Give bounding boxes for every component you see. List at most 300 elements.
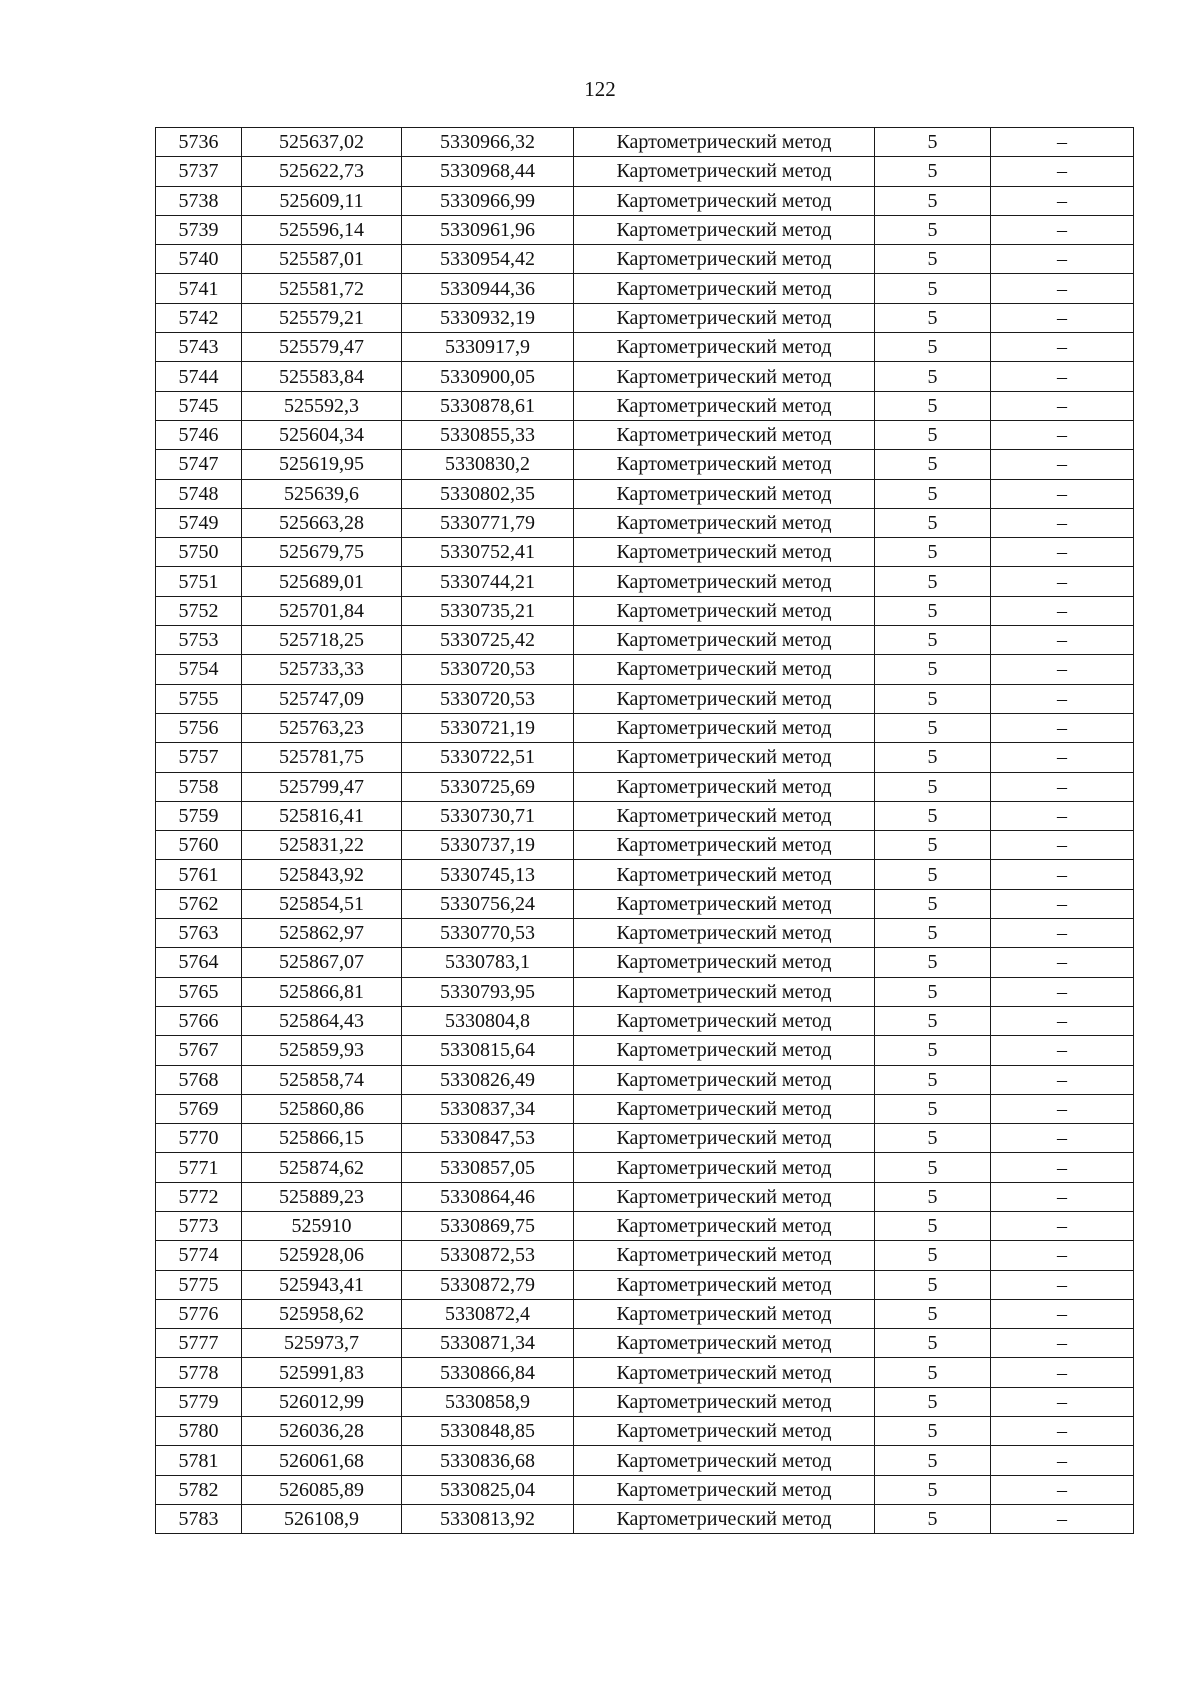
point-number-cell: 5740 [156, 245, 242, 274]
y-coordinate-cell: 5330720,53 [402, 655, 574, 684]
point-number-cell: 5744 [156, 362, 242, 391]
point-number-cell: 5770 [156, 1124, 242, 1153]
accuracy-cell: 5 [875, 128, 991, 157]
note-cell: – [991, 1504, 1134, 1533]
x-coordinate-cell: 525973,7 [242, 1329, 402, 1358]
point-number-cell: 5751 [156, 567, 242, 596]
x-coordinate-cell: 525622,73 [242, 157, 402, 186]
accuracy-cell: 5 [875, 303, 991, 332]
point-number-cell: 5756 [156, 713, 242, 742]
note-cell: – [991, 420, 1134, 449]
method-cell: Картометрический метод [574, 420, 875, 449]
point-number-cell: 5779 [156, 1387, 242, 1416]
note-cell: – [991, 479, 1134, 508]
point-number-cell: 5753 [156, 626, 242, 655]
accuracy-cell: 5 [875, 1006, 991, 1035]
y-coordinate-cell: 5330954,42 [402, 245, 574, 274]
x-coordinate-cell: 525619,95 [242, 450, 402, 479]
y-coordinate-cell: 5330745,13 [402, 860, 574, 889]
point-number-cell: 5759 [156, 801, 242, 830]
y-coordinate-cell: 5330813,92 [402, 1504, 574, 1533]
y-coordinate-cell: 5330848,85 [402, 1417, 574, 1446]
note-cell: – [991, 538, 1134, 567]
y-coordinate-cell: 5330725,42 [402, 626, 574, 655]
point-number-cell: 5749 [156, 508, 242, 537]
table-row [156, 1124, 1134, 1153]
x-coordinate-cell: 525637,02 [242, 128, 402, 157]
table-row [156, 1036, 1134, 1065]
y-coordinate-cell: 5330917,9 [402, 333, 574, 362]
table-row [156, 948, 1134, 977]
method-cell: Картометрический метод [574, 157, 875, 186]
note-cell: – [991, 801, 1134, 830]
y-coordinate-cell: 5330966,99 [402, 186, 574, 215]
y-coordinate-cell: 5330730,71 [402, 801, 574, 830]
note-cell: – [991, 186, 1134, 215]
accuracy-cell: 5 [875, 1329, 991, 1358]
x-coordinate-cell: 525910 [242, 1211, 402, 1240]
x-coordinate-cell: 525958,62 [242, 1299, 402, 1328]
accuracy-cell: 5 [875, 274, 991, 303]
table-row [156, 1153, 1134, 1182]
note-cell: – [991, 1387, 1134, 1416]
point-number-cell: 5775 [156, 1270, 242, 1299]
x-coordinate-cell: 525747,09 [242, 684, 402, 713]
method-cell: Картометрический метод [574, 1504, 875, 1533]
note-cell: – [991, 362, 1134, 391]
accuracy-cell: 5 [875, 889, 991, 918]
note-cell: – [991, 626, 1134, 655]
point-number-cell: 5774 [156, 1241, 242, 1270]
x-coordinate-cell: 526012,99 [242, 1387, 402, 1416]
table-row [156, 684, 1134, 713]
point-number-cell: 5755 [156, 684, 242, 713]
note-cell: – [991, 1036, 1134, 1065]
note-cell: – [991, 1446, 1134, 1475]
table-row [156, 1270, 1134, 1299]
note-cell: – [991, 128, 1134, 157]
table-row [156, 391, 1134, 420]
accuracy-cell: 5 [875, 1036, 991, 1065]
note-cell: – [991, 1358, 1134, 1387]
x-coordinate-cell: 525592,3 [242, 391, 402, 420]
note-cell: – [991, 831, 1134, 860]
method-cell: Картометрический метод [574, 303, 875, 332]
method-cell: Картометрический метод [574, 245, 875, 274]
x-coordinate-cell: 525763,23 [242, 713, 402, 742]
method-cell: Картометрический метод [574, 567, 875, 596]
note-cell: – [991, 1270, 1134, 1299]
table-row [156, 1299, 1134, 1328]
table-row [156, 538, 1134, 567]
note-cell: – [991, 157, 1134, 186]
table-row [156, 889, 1134, 918]
table-row [156, 626, 1134, 655]
table-row [156, 772, 1134, 801]
note-cell: – [991, 713, 1134, 742]
accuracy-cell: 5 [875, 626, 991, 655]
method-cell: Картометрический метод [574, 1036, 875, 1065]
accuracy-cell: 5 [875, 772, 991, 801]
point-number-cell: 5771 [156, 1153, 242, 1182]
y-coordinate-cell: 5330857,05 [402, 1153, 574, 1182]
point-number-cell: 5780 [156, 1417, 242, 1446]
note-cell: – [991, 1417, 1134, 1446]
note-cell: – [991, 772, 1134, 801]
method-cell: Картометрический метод [574, 362, 875, 391]
y-coordinate-cell: 5330771,79 [402, 508, 574, 537]
method-cell: Картометрический метод [574, 977, 875, 1006]
accuracy-cell: 5 [875, 333, 991, 362]
y-coordinate-cell: 5330737,19 [402, 831, 574, 860]
method-cell: Картометрический метод [574, 1153, 875, 1182]
table-row [156, 245, 1134, 274]
table-row [156, 362, 1134, 391]
table-row [156, 157, 1134, 186]
x-coordinate-cell: 525867,07 [242, 948, 402, 977]
method-cell: Картометрический метод [574, 801, 875, 830]
method-cell: Картометрический метод [574, 713, 875, 742]
x-coordinate-cell: 525866,81 [242, 977, 402, 1006]
point-number-cell: 5777 [156, 1329, 242, 1358]
y-coordinate-cell: 5330756,24 [402, 889, 574, 918]
point-number-cell: 5765 [156, 977, 242, 1006]
table-row [156, 450, 1134, 479]
x-coordinate-cell: 525854,51 [242, 889, 402, 918]
y-coordinate-cell: 5330735,21 [402, 596, 574, 625]
note-cell: – [991, 1329, 1134, 1358]
x-coordinate-cell: 525689,01 [242, 567, 402, 596]
accuracy-cell: 5 [875, 1446, 991, 1475]
method-cell: Картометрический метод [574, 508, 875, 537]
x-coordinate-cell: 525581,72 [242, 274, 402, 303]
coordinates-table [155, 127, 1134, 1534]
table-row [156, 1211, 1134, 1240]
point-number-cell: 5745 [156, 391, 242, 420]
note-cell: – [991, 596, 1134, 625]
accuracy-cell: 5 [875, 1124, 991, 1153]
x-coordinate-cell: 525679,75 [242, 538, 402, 567]
table-row [156, 508, 1134, 537]
method-cell: Картометрический метод [574, 1417, 875, 1446]
table-row [156, 860, 1134, 889]
method-cell: Картометрический метод [574, 538, 875, 567]
accuracy-cell: 5 [875, 479, 991, 508]
method-cell: Картометрический метод [574, 1241, 875, 1270]
y-coordinate-cell: 5330872,4 [402, 1299, 574, 1328]
point-number-cell: 5742 [156, 303, 242, 332]
table-row [156, 215, 1134, 244]
accuracy-cell: 5 [875, 1270, 991, 1299]
x-coordinate-cell: 525596,14 [242, 215, 402, 244]
method-cell: Картометрический метод [574, 215, 875, 244]
method-cell: Картометрический метод [574, 772, 875, 801]
point-number-cell: 5767 [156, 1036, 242, 1065]
x-coordinate-cell: 525718,25 [242, 626, 402, 655]
point-number-cell: 5737 [156, 157, 242, 186]
x-coordinate-cell: 526061,68 [242, 1446, 402, 1475]
table-row [156, 274, 1134, 303]
method-cell: Картометрический метод [574, 1329, 875, 1358]
method-cell: Картометрический метод [574, 391, 875, 420]
point-number-cell: 5738 [156, 186, 242, 215]
y-coordinate-cell: 5330722,51 [402, 743, 574, 772]
point-number-cell: 5757 [156, 743, 242, 772]
page-number: 122 [584, 77, 616, 101]
y-coordinate-cell: 5330961,96 [402, 215, 574, 244]
table-row [156, 333, 1134, 362]
table-row [156, 801, 1134, 830]
note-cell: – [991, 684, 1134, 713]
method-cell: Картометрический метод [574, 1358, 875, 1387]
note-cell: – [991, 1241, 1134, 1270]
y-coordinate-cell: 5330869,75 [402, 1211, 574, 1240]
table-row [156, 596, 1134, 625]
table-row [156, 1329, 1134, 1358]
method-cell: Картометрический метод [574, 1299, 875, 1328]
x-coordinate-cell: 525889,23 [242, 1182, 402, 1211]
accuracy-cell: 5 [875, 567, 991, 596]
method-cell: Картометрический метод [574, 333, 875, 362]
method-cell: Картометрический метод [574, 684, 875, 713]
x-coordinate-cell: 525579,47 [242, 333, 402, 362]
note-cell: – [991, 245, 1134, 274]
y-coordinate-cell: 5330802,35 [402, 479, 574, 508]
table-row [156, 1358, 1134, 1387]
note-cell: – [991, 1475, 1134, 1504]
y-coordinate-cell: 5330830,2 [402, 450, 574, 479]
y-coordinate-cell: 5330944,36 [402, 274, 574, 303]
coordinates-table-body [156, 128, 1134, 1534]
x-coordinate-cell: 525639,6 [242, 479, 402, 508]
point-number-cell: 5739 [156, 215, 242, 244]
point-number-cell: 5763 [156, 919, 242, 948]
accuracy-cell: 5 [875, 684, 991, 713]
table-row [156, 977, 1134, 1006]
method-cell: Картометрический метод [574, 186, 875, 215]
x-coordinate-cell: 525816,41 [242, 801, 402, 830]
method-cell: Картометрический метод [574, 450, 875, 479]
note-cell: – [991, 889, 1134, 918]
note-cell: – [991, 860, 1134, 889]
x-coordinate-cell: 525733,33 [242, 655, 402, 684]
table-row [156, 1094, 1134, 1123]
method-cell: Картометрический метод [574, 919, 875, 948]
point-number-cell: 5752 [156, 596, 242, 625]
accuracy-cell: 5 [875, 743, 991, 772]
accuracy-cell: 5 [875, 1358, 991, 1387]
accuracy-cell: 5 [875, 1475, 991, 1504]
accuracy-cell: 5 [875, 860, 991, 889]
accuracy-cell: 5 [875, 508, 991, 537]
note-cell: – [991, 948, 1134, 977]
point-number-cell: 5762 [156, 889, 242, 918]
table-row [156, 1417, 1134, 1446]
x-coordinate-cell: 525609,11 [242, 186, 402, 215]
note-cell: – [991, 1299, 1134, 1328]
accuracy-cell: 5 [875, 1417, 991, 1446]
point-number-cell: 5783 [156, 1504, 242, 1533]
point-number-cell: 5776 [156, 1299, 242, 1328]
table-row [156, 1446, 1134, 1475]
x-coordinate-cell: 525781,75 [242, 743, 402, 772]
point-number-cell: 5741 [156, 274, 242, 303]
note-cell: – [991, 274, 1134, 303]
table-row [156, 1475, 1134, 1504]
method-cell: Картометрический метод [574, 1124, 875, 1153]
note-cell: – [991, 333, 1134, 362]
point-number-cell: 5766 [156, 1006, 242, 1035]
table-row [156, 1504, 1134, 1533]
y-coordinate-cell: 5330872,53 [402, 1241, 574, 1270]
x-coordinate-cell: 525604,34 [242, 420, 402, 449]
y-coordinate-cell: 5330871,34 [402, 1329, 574, 1358]
note-cell: – [991, 1124, 1134, 1153]
y-coordinate-cell: 5330744,21 [402, 567, 574, 596]
y-coordinate-cell: 5330878,61 [402, 391, 574, 420]
y-coordinate-cell: 5330968,44 [402, 157, 574, 186]
note-cell: – [991, 1182, 1134, 1211]
y-coordinate-cell: 5330837,34 [402, 1094, 574, 1123]
x-coordinate-cell: 525843,92 [242, 860, 402, 889]
accuracy-cell: 5 [875, 157, 991, 186]
y-coordinate-cell: 5330720,53 [402, 684, 574, 713]
accuracy-cell: 5 [875, 391, 991, 420]
method-cell: Картометрический метод [574, 1446, 875, 1475]
note-cell: – [991, 1153, 1134, 1182]
accuracy-cell: 5 [875, 1241, 991, 1270]
y-coordinate-cell: 5330815,64 [402, 1036, 574, 1065]
y-coordinate-cell: 5330864,46 [402, 1182, 574, 1211]
accuracy-cell: 5 [875, 948, 991, 977]
table-row [156, 567, 1134, 596]
y-coordinate-cell: 5330858,9 [402, 1387, 574, 1416]
y-coordinate-cell: 5330966,32 [402, 128, 574, 157]
point-number-cell: 5746 [156, 420, 242, 449]
method-cell: Картометрический метод [574, 1270, 875, 1299]
table-row [156, 743, 1134, 772]
note-cell: – [991, 508, 1134, 537]
accuracy-cell: 5 [875, 362, 991, 391]
accuracy-cell: 5 [875, 1211, 991, 1240]
x-coordinate-cell: 525663,28 [242, 508, 402, 537]
accuracy-cell: 5 [875, 215, 991, 244]
y-coordinate-cell: 5330770,53 [402, 919, 574, 948]
accuracy-cell: 5 [875, 596, 991, 625]
point-number-cell: 5773 [156, 1211, 242, 1240]
point-number-cell: 5754 [156, 655, 242, 684]
x-coordinate-cell: 525928,06 [242, 1241, 402, 1270]
point-number-cell: 5736 [156, 128, 242, 157]
x-coordinate-cell: 525831,22 [242, 831, 402, 860]
accuracy-cell: 5 [875, 831, 991, 860]
point-number-cell: 5782 [156, 1475, 242, 1504]
method-cell: Картометрический метод [574, 1006, 875, 1035]
table-row [156, 479, 1134, 508]
x-coordinate-cell: 525587,01 [242, 245, 402, 274]
y-coordinate-cell: 5330866,84 [402, 1358, 574, 1387]
method-cell: Картометрический метод [574, 128, 875, 157]
y-coordinate-cell: 5330900,05 [402, 362, 574, 391]
method-cell: Картометрический метод [574, 1387, 875, 1416]
accuracy-cell: 5 [875, 1153, 991, 1182]
accuracy-cell: 5 [875, 1182, 991, 1211]
table-row [156, 420, 1134, 449]
x-coordinate-cell: 525874,62 [242, 1153, 402, 1182]
accuracy-cell: 5 [875, 538, 991, 567]
x-coordinate-cell: 525579,21 [242, 303, 402, 332]
x-coordinate-cell: 525701,84 [242, 596, 402, 625]
point-number-cell: 5748 [156, 479, 242, 508]
y-coordinate-cell: 5330804,8 [402, 1006, 574, 1035]
y-coordinate-cell: 5330725,69 [402, 772, 574, 801]
table-row [156, 713, 1134, 742]
method-cell: Картометрический метод [574, 831, 875, 860]
note-cell: – [991, 1211, 1134, 1240]
table-row [156, 1182, 1134, 1211]
table-row [156, 655, 1134, 684]
x-coordinate-cell: 525991,83 [242, 1358, 402, 1387]
y-coordinate-cell: 5330855,33 [402, 420, 574, 449]
x-coordinate-cell: 525799,47 [242, 772, 402, 801]
point-number-cell: 5781 [156, 1446, 242, 1475]
x-coordinate-cell: 525583,84 [242, 362, 402, 391]
point-number-cell: 5750 [156, 538, 242, 567]
method-cell: Картометрический метод [574, 626, 875, 655]
point-number-cell: 5747 [156, 450, 242, 479]
table-row [156, 919, 1134, 948]
accuracy-cell: 5 [875, 1094, 991, 1123]
y-coordinate-cell: 5330752,41 [402, 538, 574, 567]
method-cell: Картометрический метод [574, 1065, 875, 1094]
x-coordinate-cell: 526108,9 [242, 1504, 402, 1533]
accuracy-cell: 5 [875, 919, 991, 948]
x-coordinate-cell: 525858,74 [242, 1065, 402, 1094]
accuracy-cell: 5 [875, 1387, 991, 1416]
y-coordinate-cell: 5330826,49 [402, 1065, 574, 1094]
point-number-cell: 5769 [156, 1094, 242, 1123]
point-number-cell: 5743 [156, 333, 242, 362]
x-coordinate-cell: 526085,89 [242, 1475, 402, 1504]
table-row [156, 831, 1134, 860]
note-cell: – [991, 303, 1134, 332]
accuracy-cell: 5 [875, 977, 991, 1006]
point-number-cell: 5768 [156, 1065, 242, 1094]
method-cell: Картометрический метод [574, 1211, 875, 1240]
x-coordinate-cell: 525943,41 [242, 1270, 402, 1299]
method-cell: Картометрический метод [574, 1182, 875, 1211]
method-cell: Картометрический метод [574, 1094, 875, 1123]
accuracy-cell: 5 [875, 713, 991, 742]
table-row [156, 186, 1134, 215]
y-coordinate-cell: 5330783,1 [402, 948, 574, 977]
accuracy-cell: 5 [875, 1504, 991, 1533]
point-number-cell: 5764 [156, 948, 242, 977]
note-cell: – [991, 567, 1134, 596]
table-row [156, 128, 1134, 157]
point-number-cell: 5758 [156, 772, 242, 801]
x-coordinate-cell: 526036,28 [242, 1417, 402, 1446]
accuracy-cell: 5 [875, 420, 991, 449]
note-cell: – [991, 1065, 1134, 1094]
x-coordinate-cell: 525860,86 [242, 1094, 402, 1123]
accuracy-cell: 5 [875, 450, 991, 479]
accuracy-cell: 5 [875, 245, 991, 274]
note-cell: – [991, 1006, 1134, 1035]
y-coordinate-cell: 5330872,79 [402, 1270, 574, 1299]
method-cell: Картометрический метод [574, 860, 875, 889]
x-coordinate-cell: 525862,97 [242, 919, 402, 948]
